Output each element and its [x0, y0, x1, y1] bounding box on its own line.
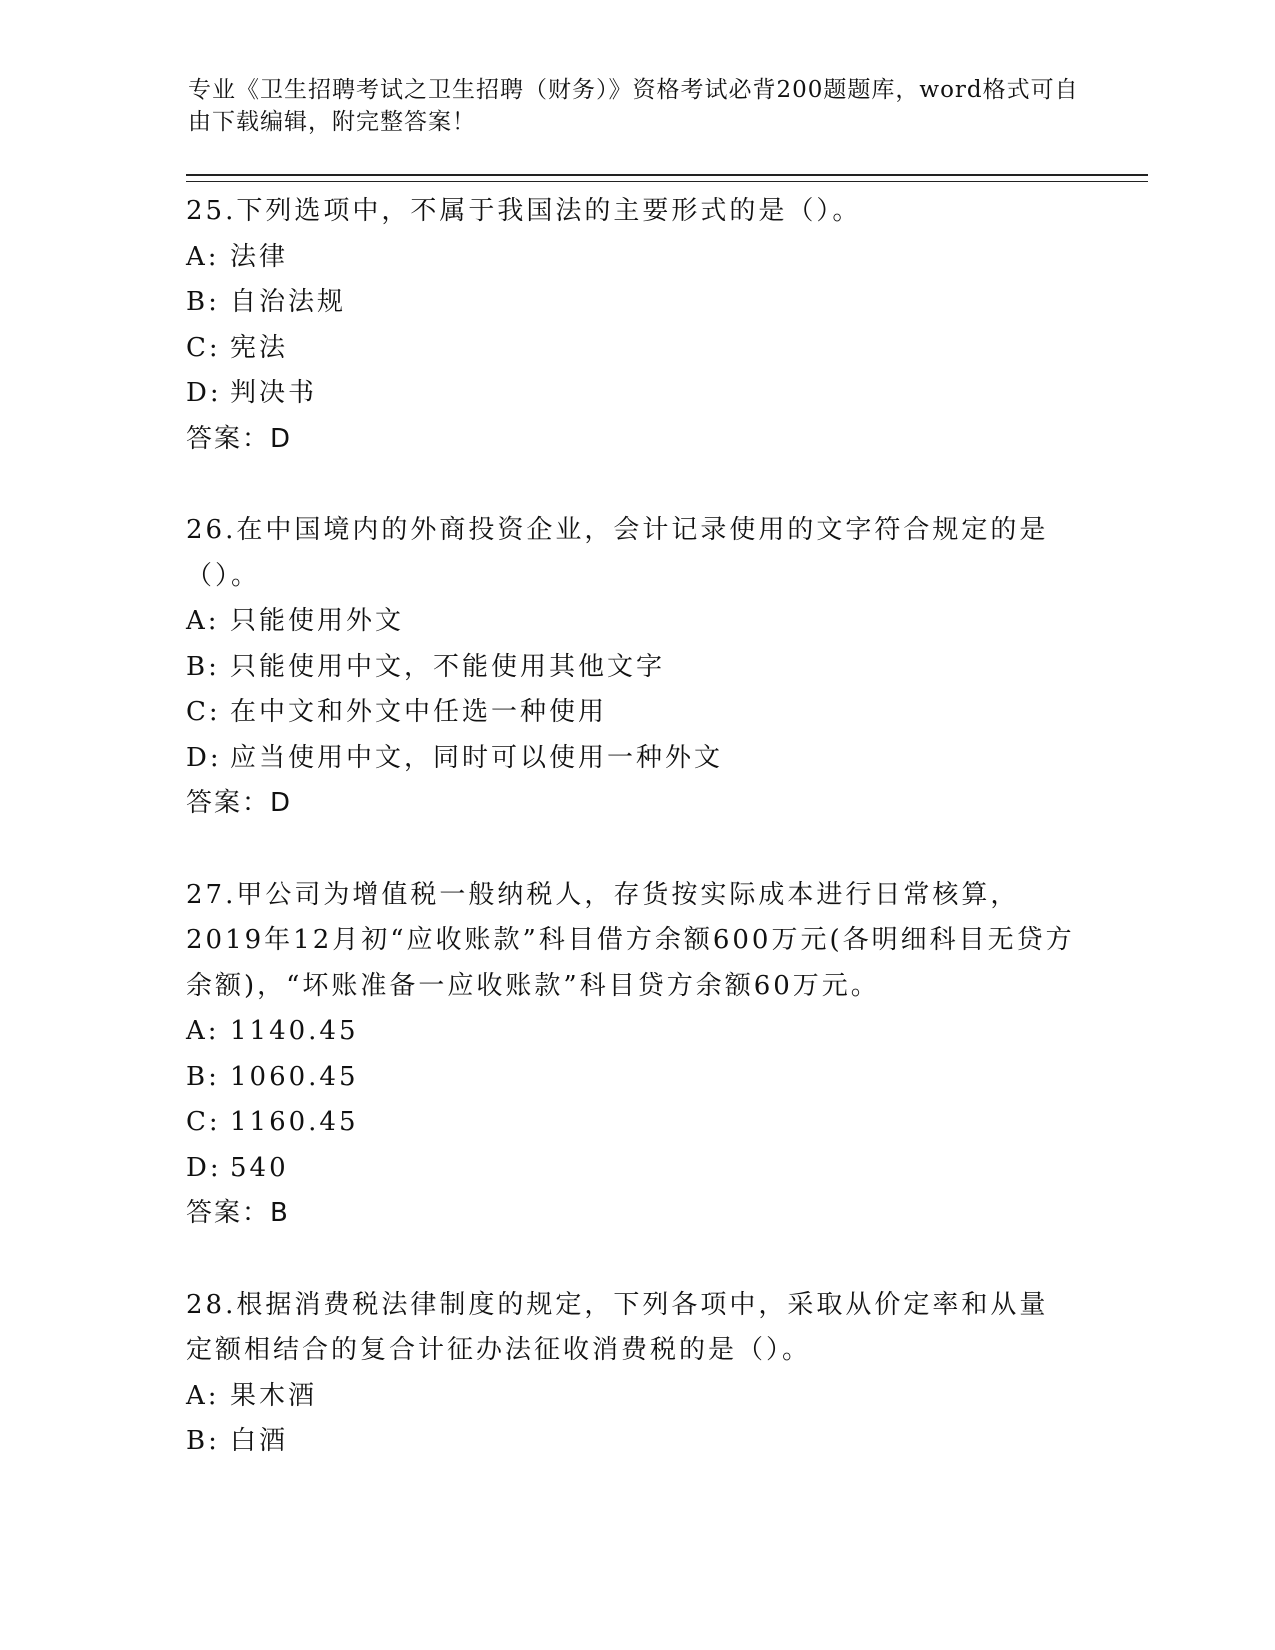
question-26	[186, 508, 1076, 827]
option-letter: C:	[186, 697, 221, 727]
answer-value: B	[270, 1198, 290, 1228]
option-letter: B:	[186, 1426, 220, 1456]
option-letter: B:	[186, 287, 220, 317]
answer	[186, 417, 1076, 463]
option-a	[186, 599, 1076, 645]
header-divider-thin	[186, 181, 1148, 182]
option-text: 1160.45	[230, 1107, 359, 1137]
option-a	[186, 1374, 1076, 1420]
option-text: 宪法	[230, 332, 289, 363]
header-divider-thick	[186, 174, 1148, 176]
answer-value: D	[270, 788, 293, 818]
option-text: 判决书	[230, 378, 318, 408]
question-25	[186, 189, 1076, 462]
option-text: 果木酒	[230, 1380, 318, 1411]
option-letter: A:	[186, 1380, 220, 1411]
option-b	[186, 1055, 1076, 1101]
answer-label: 答案：	[186, 1198, 271, 1228]
answer-label: 答案：	[186, 788, 271, 818]
option-d	[186, 371, 1076, 417]
option-d	[186, 736, 1076, 782]
option-text: 白酒	[230, 1426, 289, 1456]
option-a	[186, 1009, 1076, 1055]
option-letter: B:	[186, 651, 220, 682]
document-header: 专业《卫生招聘考试之卫生招聘（财务）》资格考试必背200题题库，word格式可自由下载编辑，附完整答案！	[188, 77, 1079, 135]
option-text: 只能使用中文，不能使用其他文字	[230, 651, 666, 682]
option-b	[186, 280, 1076, 326]
question-list	[186, 189, 1076, 1511]
option-letter: C:	[186, 332, 221, 363]
option-d	[186, 1146, 1076, 1192]
option-letter: B:	[186, 1061, 220, 1092]
question-27	[186, 873, 1076, 1237]
option-text: 自治法规	[230, 287, 347, 317]
option-letter: D:	[186, 378, 222, 408]
option-c	[186, 326, 1076, 372]
option-b	[186, 1419, 1076, 1465]
option-text: 只能使用外文	[230, 606, 405, 636]
option-text: 1060.45	[230, 1061, 359, 1092]
option-letter: D:	[186, 1152, 222, 1183]
option-c	[186, 690, 1076, 736]
option-letter: D:	[186, 742, 222, 773]
question-stem: 25.下列选项中，不属于我国法的主要形式的是（）。	[186, 196, 862, 226]
answer	[186, 781, 1076, 827]
option-a	[186, 235, 1076, 281]
question-stem: 26.在中国境内的外商投资企业，会计记录使用的文字符合规定的是（）。	[186, 515, 1049, 591]
option-letter: A:	[186, 606, 220, 636]
option-text: 在中文和外文中任选一种使用	[230, 697, 608, 727]
option-text: 应当使用中文，同时可以使用一种外文	[230, 742, 724, 773]
option-text: 法律	[230, 241, 289, 272]
option-text: 1140.45	[230, 1016, 359, 1046]
question-28	[186, 1283, 1076, 1465]
question-stem: 28.根据消费税法律制度的规定，下列各项中，采取从价定率和从量定额相结合的复合计征办法征收消费税的是（）。	[186, 1289, 1049, 1365]
answer	[186, 1191, 1076, 1237]
answer-label: 答案：	[186, 423, 271, 454]
option-letter: A:	[186, 241, 220, 272]
question-stem: 27.甲公司为增值税一般纳税人，存货按实际成本进行日常核算，2019年12月初“应收账款”科目借方余额600万元(各明细科目无贷方余额)，“坏账准备一应收账款”科目贷方余额60万元。	[186, 879, 1075, 1001]
option-b	[186, 645, 1076, 691]
option-letter: C:	[186, 1107, 221, 1137]
answer-value: D	[270, 423, 293, 454]
option-letter: A:	[186, 1016, 220, 1046]
option-text: 540	[230, 1152, 289, 1183]
option-c	[186, 1100, 1076, 1146]
